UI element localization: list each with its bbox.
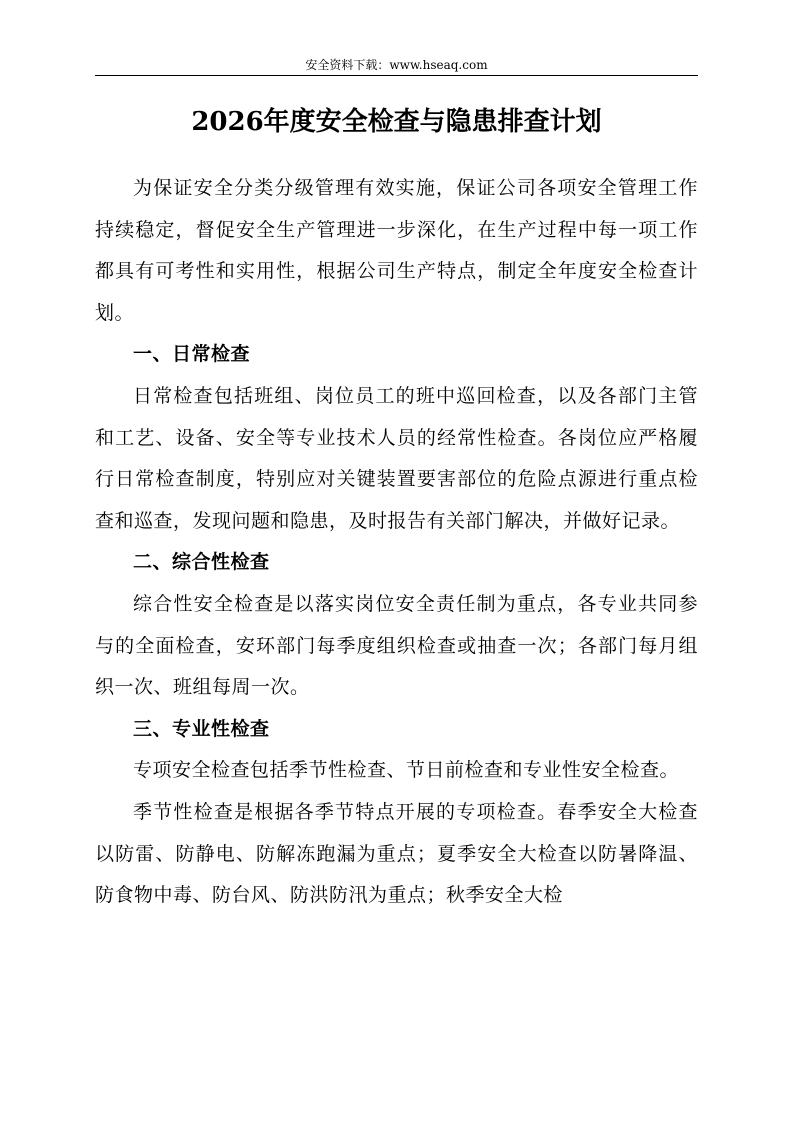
- intro-paragraph: 为保证安全分类分级管理有效实施，保证公司各项安全管理工作持续稳定，督促安全生产管理进一步深化，在生产过程中每一项工作都具有可考性和实用性，根据公司生产特点，制定全年度安全检查计划。: [95, 177, 698, 324]
- header-text: 安全资料下载：www.hseaq.com: [305, 58, 488, 72]
- body-paragraph: 季节性检查是根据各季节特点开展的专项检查。春季安全大检查以防雷、防静电、防解冻跑漏为重点；夏季安全大检查以防暑降温、防食物中毒、防台风、防洪防汛为重点；秋季安全大检: [95, 800, 698, 907]
- document-title: 2026年度安全检查与隐患排查计划: [191, 107, 602, 137]
- body-paragraph: 日常检查包括班组、岗位员工的班中巡回检查，以及各部门主管和工艺、设备、安全等专业技术人员的经常性检查。各岗位应严格履行日常检查制度，特别应对关键装置要害部位的危险点源进行重点检查和巡查，发现问题和隐患，及时报告有关部门解决，并做好记录。: [95, 384, 698, 532]
- page-header: [95, 55, 698, 76]
- body-paragraph: 专项安全检查包括季节性检查、节日前检查和专业性安全检查。: [133, 759, 680, 782]
- body-paragraph: 综合性安全检查是以落实岗位安全责任制为重点，各专业共同参与的全面检查，安环部门每季度组织检查或抽查一次；各部门每月组织一次、班组每周一次。: [95, 592, 698, 699]
- section-heading: 一、日常检查: [133, 343, 251, 366]
- document-body: [95, 168, 698, 917]
- section-heading: 三、专业性检查: [133, 717, 270, 740]
- section-heading: 二、综合性检查: [133, 551, 270, 574]
